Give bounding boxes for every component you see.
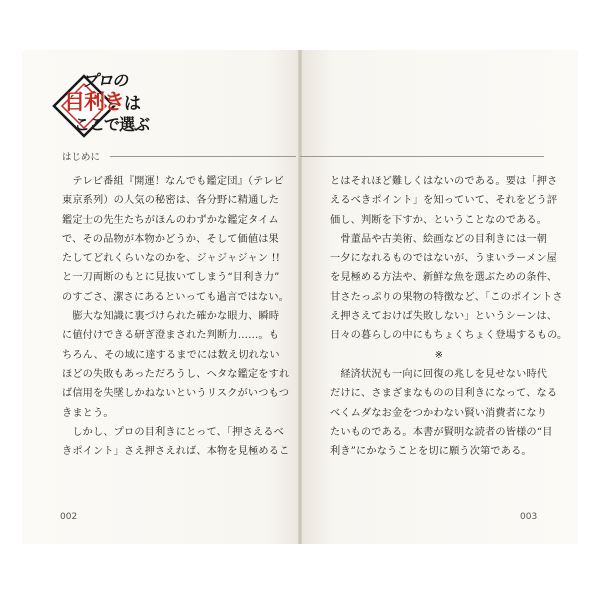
logo-particle: は	[124, 94, 140, 114]
series-logo	[52, 66, 150, 150]
header-rule-left	[110, 156, 296, 157]
text-line: 利き”にかなうことを切に願う次第である。	[330, 446, 532, 458]
text-line: 価し、判断を下すか、ということなのである。	[330, 214, 548, 226]
text-line: と一刀両断のもとに見抜いてしまう“目利き力”	[62, 272, 280, 284]
text-line: ちろん、その域に達するまでには数え切れない	[62, 349, 280, 361]
text-line: きポイント」さえ押さえれば、本物を見極めるこ	[62, 446, 290, 458]
page-number-right: 003	[520, 512, 538, 522]
text-line: のすごさ、潔さにあるといっても過言ではない。	[62, 291, 290, 303]
text-line: を見極める方法や、新鮮な魚を選ぶための条件、	[330, 272, 558, 284]
header-rule-right	[300, 156, 544, 157]
text-line: ば信用を失墜しかねないというリスクがいつもつ	[62, 388, 290, 400]
text-line: えるべきポイント」を知っていて、それをどう評	[330, 195, 558, 207]
text-line: ほどの失敗もあっただろうし、ヘタな鑑定をすれ	[62, 368, 290, 380]
text-line: テレビ番組『開運！なんでも鑑定団』（テレビ	[62, 176, 284, 187]
text-line: たしてどれくらいなのかを、ジャジャジャン !!	[62, 253, 281, 265]
text-line: 甘さたっぷりの果物の特徴など、「このポイントさ	[330, 291, 563, 303]
text-line: 東京系列）の人気の秘密は、各分野に精通した	[62, 195, 280, 207]
left-page-body	[62, 172, 294, 461]
book-gutter	[298, 50, 302, 544]
text-line: え押さえておけば失敗しない」というシーンは、	[330, 311, 558, 323]
section-title: はじめに	[62, 152, 101, 163]
text-line: とはそれほど難しくはないのである。要は「押さ	[330, 176, 558, 187]
text-line: 日々の暮らしの中にもちょくちょく登場するもの。	[330, 330, 568, 342]
logo-line-1: プロの	[82, 71, 128, 90]
text-line: きまとう。	[62, 407, 114, 419]
text-line: ※	[434, 349, 444, 361]
text-line: しかし、プロの目利きにとって、「押さえるべ	[62, 426, 284, 438]
text-line: 鑑定士の先生たちがほんのわずかな鑑定タイム	[62, 214, 279, 226]
text-line: で、その品物が本物かどうか、そして価値は果	[62, 233, 279, 245]
text-line: 一夕になれるものではないが、うまいラーメン屋	[330, 253, 557, 265]
text-line: に値付けできる研ぎ澄まされた判断力……。も	[62, 330, 280, 342]
text-line: 骨董品や古美術、絵画などの目利きには一朝	[330, 233, 548, 245]
text-line: べくムダなお金をつかわない賢い消費者になり	[330, 407, 548, 419]
text-line: だけに、さまざまなものの目利きになって、なる	[330, 388, 558, 400]
logo-line-3: ここで選ぶ	[74, 115, 150, 134]
logo-mekiki: 目利き	[64, 90, 124, 114]
right-page-body	[330, 172, 568, 461]
text-line: 経済状況も一向に回復の兆しを見せない時代	[330, 368, 548, 380]
page-number-left: 002	[60, 512, 78, 522]
text-line: たいものである。本書が賢明な読者の皆様の“目	[330, 426, 553, 438]
text-line: 膨大な知識に裏づけられた確かな眼力、瞬時	[62, 311, 280, 323]
